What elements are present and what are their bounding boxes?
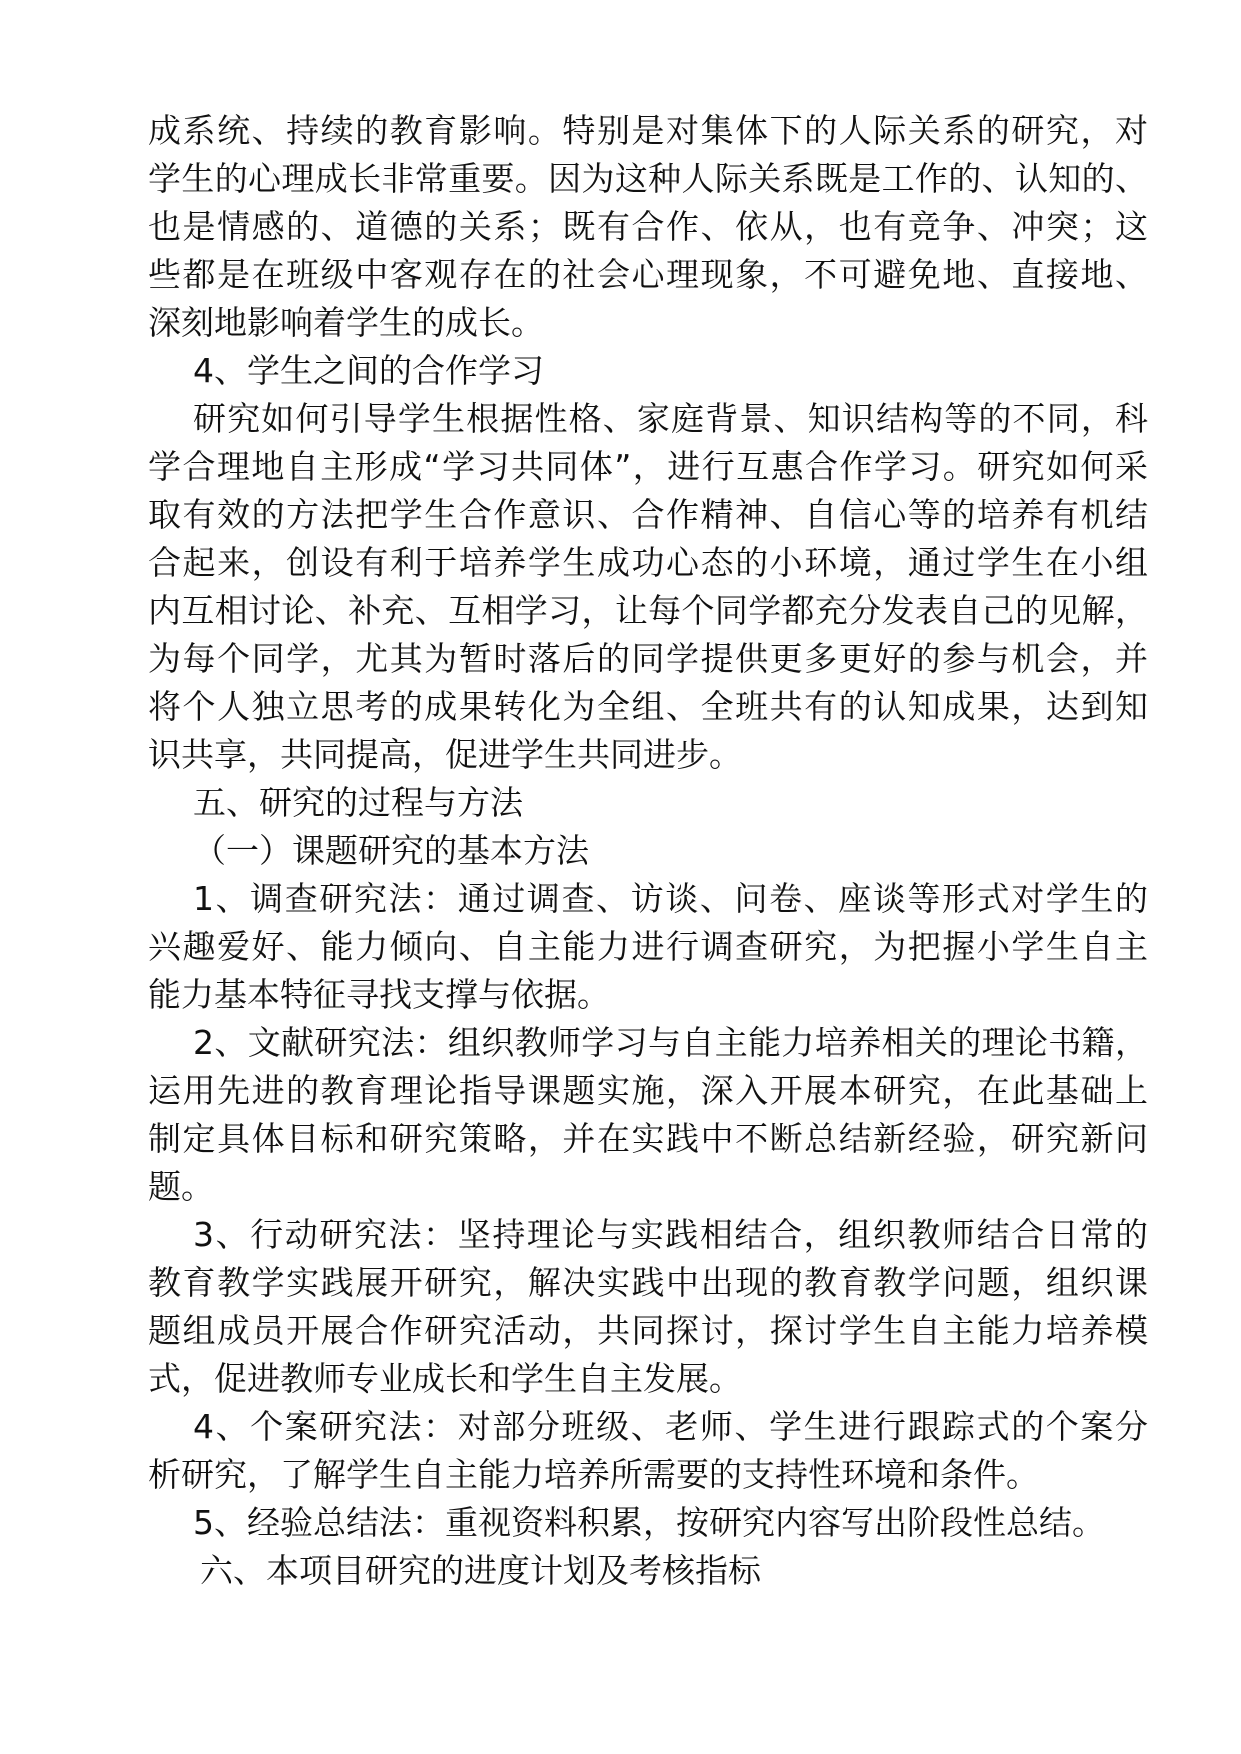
text-line: 识共享，共同提高，促进学生共同进步。: [148, 735, 742, 774]
section-heading: 五、研究的过程与方法: [193, 783, 523, 822]
text-line: 兴趣爱好、能力倾向、自主能力进行调查研究，为把握小学生自主: [148, 927, 1148, 966]
text-line: 教育教学实践展开研究，解决实践中出现的教育教学问题，组织课: [148, 1263, 1148, 1302]
text-line: 4、个案研究法：对部分班级、老师、学生进行跟踪式的个案分: [193, 1407, 1148, 1446]
document-body: [148, 107, 1148, 1595]
section-heading: 4、学生之间的合作学习: [193, 351, 544, 390]
text-line: 将个人独立思考的成果转化为全组、全班共有的认知成果，达到知: [148, 687, 1148, 726]
text-line: 合起来，创设有利于培养学生成功心态的小环境，通过学生在小组: [148, 543, 1148, 582]
text-line: 取有效的方法把学生合作意识、合作精神、自信心等的培养有机结: [148, 495, 1148, 534]
text-line: 5、经验总结法：重视资料积累，按研究内容写出阶段性总结。: [193, 1503, 1105, 1542]
text-line: 能力基本特征寻找支撑与依据。: [148, 975, 610, 1014]
text-line: 学生的心理成长非常重要。因为这种人际关系既是工作的、认知的、: [148, 159, 1148, 198]
text-line: 3、行动研究法：坚持理论与实践相结合，组织教师结合日常的: [193, 1215, 1148, 1254]
text-line: 也是情感的、道德的关系；既有合作、依从，也有竞争、冲突；这: [148, 207, 1148, 246]
text-line: 运用先进的教育理论指导课题实施，深入开展本研究，在此基础上: [148, 1071, 1148, 1110]
text-line: 题。: [148, 1167, 214, 1206]
text-line: 学合理地自主形成“学习共同体”，进行互惠合作学习。研究如何采: [148, 447, 1148, 486]
text-line: 些都是在班级中客观存在的社会心理现象，不可避免地、直接地、: [148, 255, 1148, 294]
text-line: 为每个同学，尤其为暂时落后的同学提供更多更好的参与机会，并: [148, 639, 1148, 678]
subsection-heading: （一）课题研究的基本方法: [193, 831, 589, 870]
text-line: 析研究，了解学生自主能力培养所需要的支持性环境和条件。: [148, 1455, 1039, 1494]
text-line: 内互相讨论、补充、互相学习，让每个同学都充分发表自己的见解，: [148, 591, 1148, 630]
text-line: 研究如何引导学生根据性格、家庭背景、知识结构等的不同，科: [193, 399, 1148, 438]
text-line: 2、文献研究法：组织教师学习与自主能力培养相关的理论书籍，: [193, 1023, 1148, 1062]
section-heading: 六、本项目研究的进度计划及考核指标: [200, 1551, 761, 1590]
text-line: 题组成员开展合作研究活动，共同探讨，探讨学生自主能力培养模: [148, 1311, 1148, 1350]
text-line: 制定具体目标和研究策略，并在实践中不断总结新经验，研究新问: [148, 1119, 1148, 1158]
text-line: 深刻地影响着学生的成长。: [148, 303, 544, 342]
text-line: 式，促进教师专业成长和学生自主发展。: [148, 1359, 742, 1398]
text-line: 1、调查研究法：通过调查、访谈、问卷、座谈等形式对学生的: [193, 879, 1148, 918]
text-line: 成系统、持续的教育影响。特别是对集体下的人际关系的研究，对: [148, 111, 1148, 150]
